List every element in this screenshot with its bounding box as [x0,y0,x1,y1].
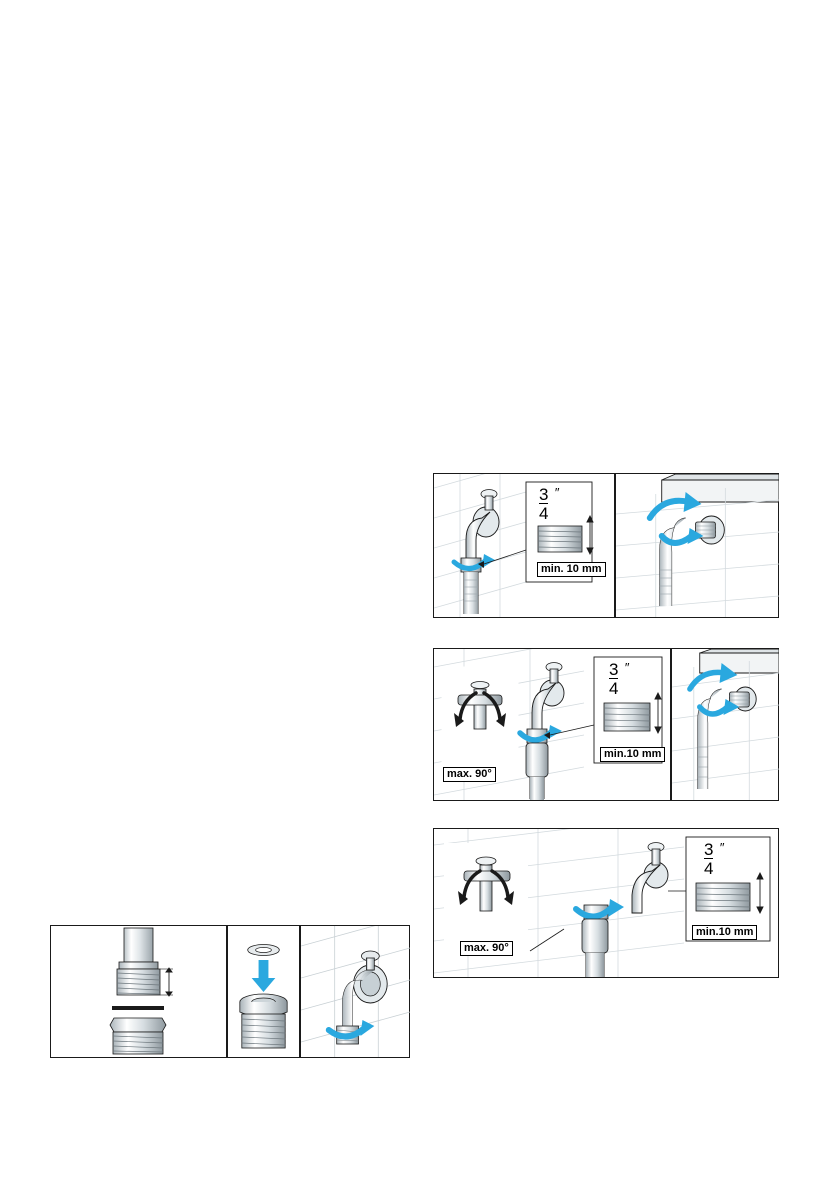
figure-hose-adapter-and-tap-connection [50,925,410,1058]
panel-under-worktop-connection [671,649,779,800]
min-thread-length-label: min.10 mm [692,925,757,940]
figure-inline-valve-max90-and-thread-size [433,828,779,978]
min-thread-length-label: min. 10 mm [537,562,606,577]
thread-size-label: 3 4 ″ [609,660,630,698]
figure-angled-tap-max90-and-wall-connection [433,648,779,801]
panel-tap-with-thread-dimensions [434,474,614,617]
screw-onto-tap-illustration [301,926,410,1057]
min-thread-length-label: min.10 mm [600,747,665,762]
max-angle-label: max. 90° [460,941,513,956]
thread-size-label: 3 4 ″ [539,485,560,523]
panel-under-worktop-connection [615,474,779,617]
adapter-thread-illustration [51,926,226,1057]
thread-size-label: 3 4 ″ [704,840,725,878]
under-worktop-illustration [672,649,779,800]
tap-thread-illustration [434,474,614,617]
seal-insertion-illustration [228,926,299,1057]
figure-tap-thread-size-and-wall-connection [433,473,779,618]
panel-adapter-thread-detail [51,926,226,1057]
panel-seal-insertion [227,926,299,1057]
under-worktop-illustration [616,474,779,617]
panel-valve-rotation-and-tap-thread [434,829,779,977]
panel-screw-onto-tap [300,926,410,1057]
max-angle-label: max. 90° [443,767,496,782]
panel-tap-lever-rotation-and-thread [434,649,670,800]
